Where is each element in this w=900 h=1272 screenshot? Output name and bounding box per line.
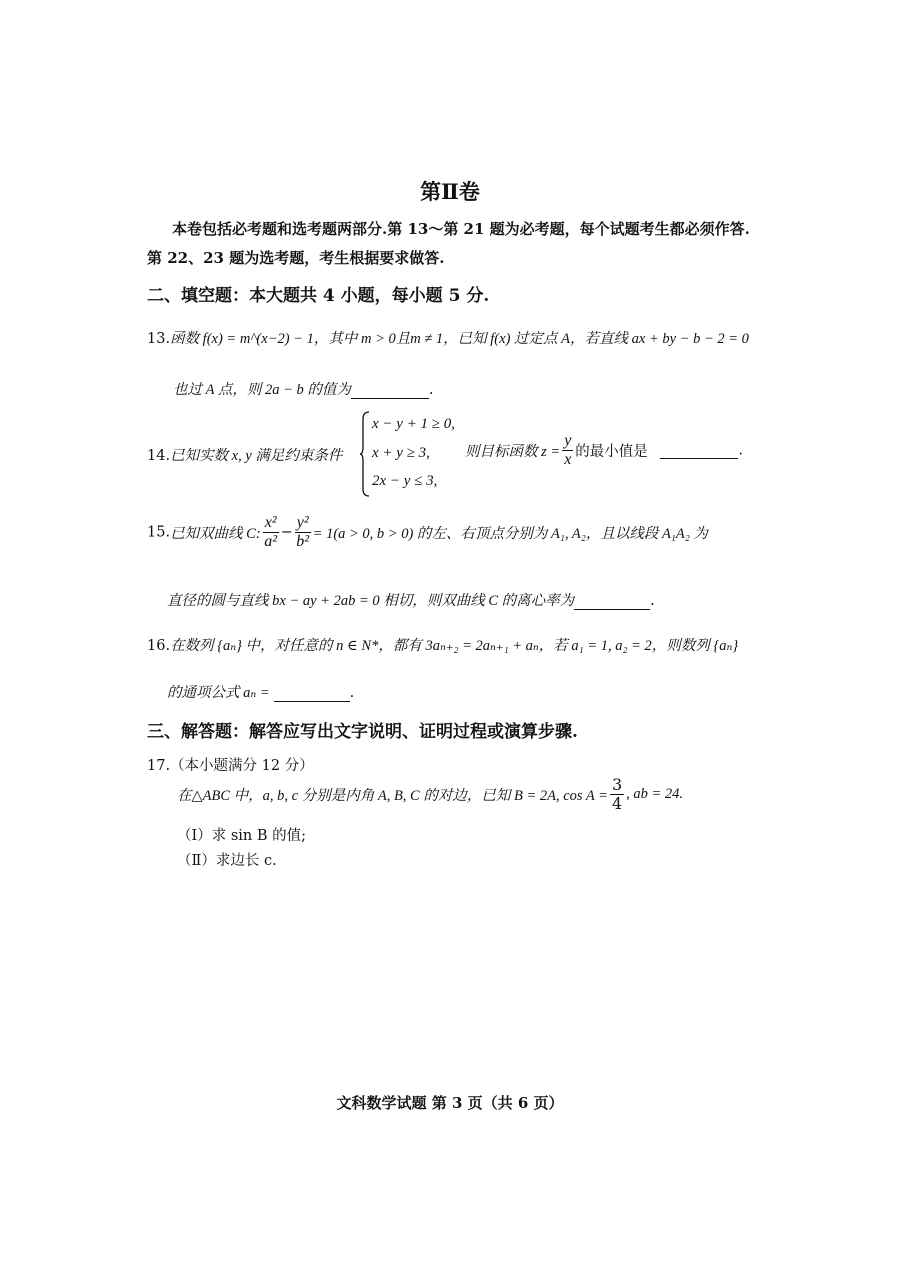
- question-16-text-2: 的通项公式 aₙ =: [167, 685, 270, 701]
- question-14-objective: [465, 432, 743, 469]
- fraction-numerator: 3: [611, 775, 623, 794]
- answer-blank-13[interactable]: [351, 382, 429, 399]
- question-13-text: 函数 f(x) = m^(x−2) − 1，其中 m > 0且m ≠ 1，已知 f(x) 过定点 A，若直线 ax + by − b − 2 = 0: [170, 331, 749, 347]
- question-13-text-2: 也过 A 点，则 2a − b 的值为: [173, 382, 351, 398]
- question-16-number: 16.: [147, 638, 171, 654]
- constraint-3: 2x − y ≤ 3,: [372, 473, 438, 489]
- question-14-prefix-text: 已知实数 x, y 满足约束条件: [170, 448, 343, 464]
- question-16-line-2: [167, 681, 354, 702]
- question-17-part-1: （Ⅰ）求 sin B 的值;: [177, 828, 307, 844]
- question-13-number: 13.: [147, 331, 171, 347]
- blank-terminator-14: .: [738, 442, 744, 459]
- question-17-stem-suffix: , ab = 24.: [626, 786, 684, 802]
- minus-sign: −: [280, 524, 293, 541]
- question-15-line-1: [147, 514, 708, 551]
- intro-line-2: 第 22、23 题为选考题，考生根据要求做答.: [147, 249, 445, 267]
- page-footer: 文科数学试题 第 3 页（共 6 页）: [336, 1094, 564, 1112]
- fraction-numerator: x²: [264, 514, 277, 531]
- blank-terminator-16: .: [349, 685, 355, 701]
- question-16-line-1: [147, 634, 738, 655]
- question-15-line-2: [167, 589, 655, 610]
- constraint-2: x + y ≥ 3,: [372, 445, 430, 461]
- question-14-objective-text: 则目标函数 z =: [465, 444, 561, 460]
- section-3-heading: 三、解答题：解答应写出文字说明、证明过程或演算步骤.: [147, 722, 578, 742]
- question-17-stem: [177, 776, 683, 813]
- left-brace: [360, 411, 370, 497]
- fraction-y-over-x: [562, 432, 573, 469]
- blank-terminator-13: .: [428, 382, 434, 398]
- question-15-rest: = 1(a > 0, b > 0) 的左、右顶点分别为 A₁, A₂，且以线段 A₁A₂ 为: [312, 526, 708, 542]
- fraction-denominator: b²: [296, 533, 310, 550]
- question-17-part-2: （Ⅱ）求边长 c.: [177, 853, 277, 869]
- question-16-text: 在数列 {aₙ} 中，对任意的 n ∈ N*，都有 3aₙ₊₂ = 2aₙ₊₁ + aₙ，若 a₁ = 1, a₂ = 2，则数列 {aₙ}: [170, 638, 739, 654]
- question-17-stem-prefix: 在△ABC 中，a, b, c 分别是内角 A, B, C 的对边，已知 B = 2A, cos A =: [177, 788, 608, 804]
- fraction-y2-over-b2: [295, 514, 311, 551]
- question-15-number: 15.: [147, 524, 171, 541]
- intro-line-1: 本卷包括必考题和选考题两部分.第 13～第 21 题为必考题，每个试题考生都必须作答.: [172, 220, 750, 238]
- question-17-header: 17.（本小题满分 12 分）: [147, 758, 314, 774]
- question-14-prefix: [147, 444, 342, 465]
- question-13-line-1: [147, 327, 749, 348]
- fraction-numerator: y: [564, 432, 572, 449]
- fraction-x2-over-a2: [263, 514, 279, 551]
- constraint-system: [360, 411, 462, 497]
- question-15-text-2: 直径的圆与直线 bx − ay + 2ab = 0 相切，则双曲线 C 的离心率为: [167, 593, 575, 609]
- fraction-denominator: a²: [264, 533, 278, 550]
- fraction-numerator: y²: [296, 514, 309, 531]
- answer-blank-15[interactable]: [574, 593, 650, 610]
- fraction-denominator: x: [564, 451, 572, 468]
- question-14-suffix: 的最小值是: [575, 444, 648, 460]
- blank-terminator-15: .: [650, 593, 655, 609]
- question-13-line-2: [173, 378, 434, 399]
- constraint-1: x − y + 1 ≥ 0,: [372, 416, 456, 432]
- fraction-denominator: 4: [611, 794, 623, 813]
- answer-blank-14[interactable]: [660, 442, 738, 459]
- section-2-heading: 二、填空题：本大题共 4 小题，每小题 5 分.: [147, 286, 490, 306]
- fraction-3-over-4: [610, 776, 624, 813]
- answer-blank-16[interactable]: [274, 685, 350, 702]
- question-14-number: 14.: [147, 448, 171, 464]
- question-15-prefix: 已知双曲线 C:: [170, 526, 261, 542]
- page-title: 第Ⅱ卷: [420, 179, 480, 204]
